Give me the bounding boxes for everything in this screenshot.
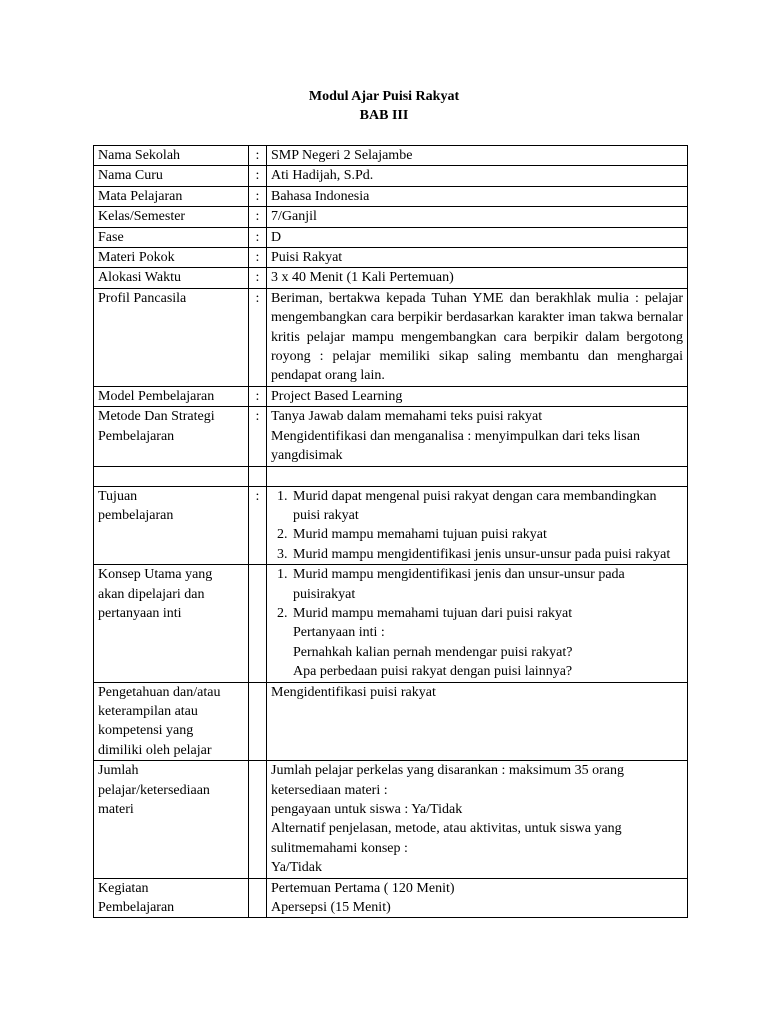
document-title: Modul Ajar Puisi Rakyat	[308, 89, 460, 104]
label-line: pembelajaran	[98, 507, 174, 523]
row-alokasi-waktu	[94, 268, 688, 288]
label-line: kompetensi yang	[98, 723, 194, 739]
label-line: keterampilan atau	[98, 703, 198, 719]
label-kelas-semester: Kelas/Semester	[94, 207, 249, 227]
pertanyaan-inti-header: Pertanyaan inti :	[293, 625, 385, 641]
row-tujuan-pembelajaran	[94, 486, 688, 565]
colon: :	[249, 166, 267, 186]
metode-line-1: Tanya Jawab dalam memahami teks puisi rakyat	[271, 409, 543, 425]
colon: :	[249, 186, 267, 206]
value-kegiatan-pembelajaran	[267, 878, 688, 918]
jumlah-line-5: Ya/Tidak	[271, 860, 322, 876]
label-line: Konsep Utama yang	[98, 567, 213, 583]
row-model-pembelajaran	[94, 386, 688, 406]
colon: :	[249, 207, 267, 227]
label-line: Kegiatan	[98, 880, 149, 896]
row-konsep-utama	[94, 565, 688, 682]
value-fase: D	[267, 227, 688, 247]
label-mata-pelajaran: Mata Pelajaran	[94, 186, 249, 206]
label-fase: Fase	[94, 227, 249, 247]
label-line: akan dipelajari dan	[98, 586, 205, 602]
value-kelas-semester: 7/Ganjil	[267, 207, 688, 227]
row-metode-strategi	[94, 407, 688, 466]
value-nama-sekolah: SMP Negeri 2 Selajambe	[267, 146, 688, 166]
jumlah-line-3: pengayaan untuk siswa : Ya/Tidak	[271, 802, 463, 817]
label-line: Pembelajaran	[98, 900, 175, 916]
value-jumlah-pelajar	[267, 761, 688, 878]
list-item: 3. Murid mampu mengidentifikasi jenis unsur-unsur pada puisi rakyat	[291, 545, 683, 564]
row-profil-pancasila	[94, 288, 688, 386]
colon: :	[249, 268, 267, 288]
label-materi-pokok: Materi Pokok	[94, 248, 249, 268]
label-metode-strategi	[94, 407, 249, 466]
value-materi-pokok: Puisi Rakyat	[267, 248, 688, 268]
jumlah-line-2: ketersediaan materi :	[271, 782, 388, 798]
label-konsep-utama	[94, 565, 249, 682]
label-line: Metode Dan Strategi	[98, 409, 215, 425]
row-nama-sekolah	[94, 146, 688, 166]
row-kegiatan-pembelajaran	[94, 878, 688, 918]
colon: :	[249, 227, 267, 247]
label-line: Pembelajaran	[98, 428, 175, 444]
value-pengetahuan: Mengidentifikasi puisi rakyat	[267, 682, 688, 761]
kegiatan-line-2: Apersepsi (15 Menit)	[271, 900, 391, 916]
label-line: pelajar/ketersediaan	[98, 782, 210, 798]
value-model-pembelajaran: Project Based Learning	[267, 386, 688, 406]
label-pengetahuan	[94, 682, 249, 761]
label-line: materi	[98, 802, 134, 817]
konsep-list	[271, 565, 683, 623]
label-nama-guru: Nama Curu	[94, 166, 249, 186]
row-materi-pokok	[94, 248, 688, 268]
value-alokasi-waktu: 3 x 40 Menit (1 Kali Pertemuan)	[267, 268, 688, 288]
row-empty	[94, 466, 688, 486]
tujuan-list	[271, 487, 683, 565]
label-line: Jumlah	[98, 763, 139, 779]
label-tujuan-pembelajaran	[94, 486, 249, 565]
value-konsep-utama	[267, 565, 688, 682]
label-line: pertanyaan inti	[98, 605, 182, 621]
list-item: 1. Murid mampu mengidentifikasi jenis dan unsur-unsur pada puisirakyat	[291, 565, 683, 604]
label-model-pembelajaran: Model Pembelajaran	[94, 386, 249, 406]
colon: :	[249, 386, 267, 406]
kegiatan-line-1: Pertemuan Pertama ( 120 Menit)	[271, 880, 455, 896]
colon: :	[249, 407, 267, 466]
list-item: 1. Murid dapat mengenal puisi rakyat dengan cara membandingkan puisi rakyat	[291, 487, 683, 526]
colon: :	[249, 248, 267, 268]
label-line: Tujuan	[98, 488, 138, 504]
row-jumlah-pelajar	[94, 761, 688, 878]
list-item: 2. Murid mampu memahami tujuan puisi rakyat	[291, 525, 683, 544]
row-nama-guru	[94, 166, 688, 186]
pertanyaan-2: Apa perbedaan puisi rakyat dengan puisi lainnya?	[293, 664, 573, 680]
row-pengetahuan	[94, 682, 688, 761]
label-line: Pengetahuan dan/atau	[98, 684, 221, 700]
row-mata-pelajaran	[94, 186, 688, 206]
document-subtitle: BAB III	[359, 108, 409, 123]
list-item: 2. Murid mampu memahami tujuan dari puisi rakyat	[291, 604, 683, 623]
value-tujuan-pembelajaran	[267, 486, 688, 565]
label-kegiatan-pembelajaran	[94, 878, 249, 918]
jumlah-line-1: Jumlah pelajar perkelas yang disarankan : maksimum 35 orang	[271, 763, 625, 779]
metode-line-2: Mengidentifikasi dan menganalisa : menyimpulkan dari teks lisan yangdisimak	[271, 428, 640, 464]
label-jumlah-pelajar	[94, 761, 249, 878]
row-kelas-semester	[94, 207, 688, 227]
module-info-table	[93, 145, 688, 918]
colon: :	[249, 288, 267, 386]
colon: :	[249, 486, 267, 565]
colon: :	[249, 146, 267, 166]
row-fase	[94, 227, 688, 247]
label-profil-pancasila: Profil Pancasila	[94, 288, 249, 386]
label-line: dimiliki oleh pelajar	[98, 742, 212, 758]
value-profil-pancasila: Beriman, bertakwa kepada Tuhan YME dan berakhlak mulia : pelajar mengembangkan cara berpikir berdasarkan karakter iman takwa bernalar kritis pelajar mampu mengembangkan cara berpikir dalam bergotong royong : pelajar memiliki sikap saling membantu dan menghargai pendapat orang lain.	[267, 288, 688, 386]
value-metode-strategi	[267, 407, 688, 466]
label-nama-sekolah: Nama Sekolah	[94, 146, 249, 166]
pertanyaan-1: Pernahkah kalian pernah mendengar puisi rakyat?	[293, 644, 573, 660]
value-nama-guru: Ati Hadijah, S.Pd.	[267, 166, 688, 186]
jumlah-line-4: Alternatif penjelasan, metode, atau aktivitas, untuk siswa yang sulitmemahami konsep :	[271, 821, 622, 856]
label-alokasi-waktu: Alokasi Waktu	[94, 268, 249, 288]
value-mata-pelajaran: Bahasa Indonesia	[267, 186, 688, 206]
